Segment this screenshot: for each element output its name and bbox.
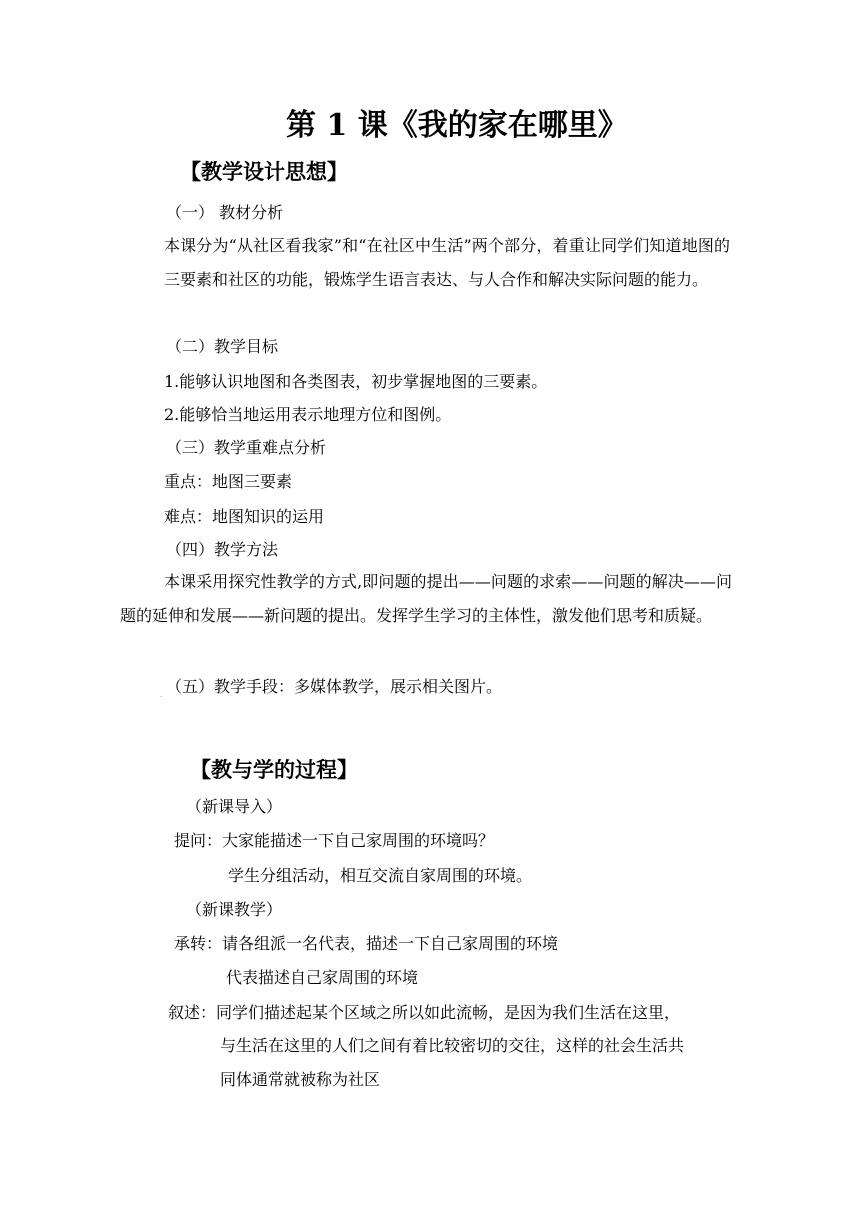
narration-line-3: 同体通常就被称为社区 bbox=[220, 1070, 381, 1089]
paragraph-materials bbox=[164, 229, 730, 297]
narration-line-1: 叙述：同学们描述起某个区域之所以如此流畅，是因为我们生活在这里， bbox=[168, 1003, 681, 1022]
key-point: 重点：地图三要素 bbox=[164, 472, 293, 491]
student-activity-1: 学生分组活动，相互交流自家周围的环境。 bbox=[228, 866, 533, 885]
paragraph-materials-text: 本课分为“从社区看我家”和“在社区中生活”两个部分，着重让同学们知道地图的三要素和社区的功能，锻炼学生语言表达、与人合作和解决实际问题的能力。 bbox=[164, 236, 730, 289]
section-heading-design: 【教学设计思想】 bbox=[180, 159, 348, 184]
stray-mark: . bbox=[160, 690, 163, 699]
goal-item-2: 2.能够恰当地运用表示地理方位和图例。 bbox=[164, 405, 452, 424]
page-title: 第 1 课《我的家在哪里》 bbox=[286, 108, 628, 143]
transition-text: 承转：请各组派一名代表，描述一下自己家周围的环境 bbox=[174, 934, 559, 953]
goal-item-1: 1.能够认识地图和各类图表，初步掌握地图的三要素。 bbox=[164, 372, 548, 391]
label-new-lesson-teaching: （新课教学） bbox=[186, 900, 283, 919]
subheading-key-points: （三）教学重难点分析 bbox=[166, 438, 327, 457]
narration-line-2: 与生活在这里的人们之间有着比较密切的交往，这样的社会生活共 bbox=[220, 1036, 685, 1055]
difficult-point: 难点：地图知识的运用 bbox=[164, 507, 325, 526]
paragraph-methods-text: 本课采用探究性教学的方式,即问题的提出——问题的求索——问题的解决——问题的延伸和发展——新问题的提出。发挥学生学习的主体性，激发他们思考和质疑。 bbox=[120, 572, 732, 625]
subheading-means: （五）教学手段：多媒体教学，展示相关图片。 bbox=[166, 677, 503, 696]
subheading-materials: （一） 教材分析 bbox=[166, 203, 284, 222]
question-1: 提问：大家能描述一下自己家周围的环境吗？ bbox=[174, 831, 495, 850]
subheading-goals: （二）教学目标 bbox=[166, 337, 279, 356]
paragraph-methods bbox=[120, 565, 732, 633]
section-heading-process: 【教与学的过程】 bbox=[190, 757, 358, 782]
subheading-methods: （四）教学方法 bbox=[166, 540, 279, 559]
label-new-lesson-intro: （新课导入） bbox=[186, 797, 283, 816]
representative-activity: 代表描述自己家周围的环境 bbox=[226, 968, 419, 987]
